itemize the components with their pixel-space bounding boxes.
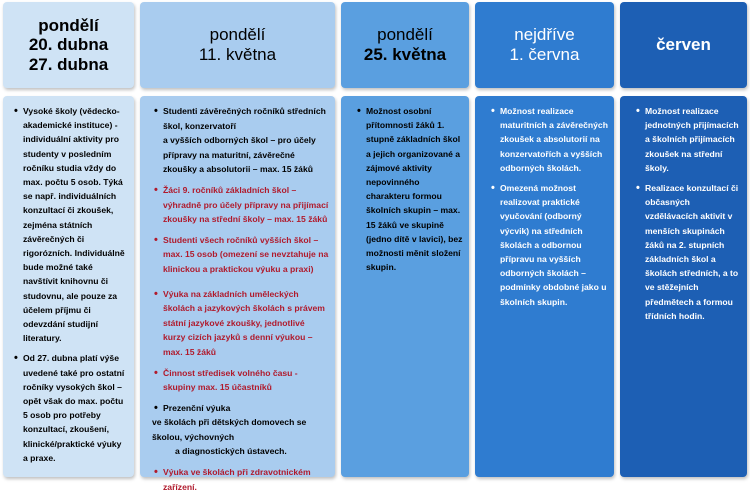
column-2-date: 11. května (198, 45, 277, 64)
column-3-date: 25. května (363, 45, 447, 64)
column-2-header (140, 2, 335, 88)
column-2-item-cont: ve školách při dětských domovech se školou, výchovných (152, 417, 307, 442)
column-2-item-text: Prezenční výuka (163, 402, 231, 413)
column-5-item: • Možnost realizace jednotných přijímacích a školních přijímacích zkoušek na střední školy. (645, 104, 743, 175)
column-1-date-1: 20. dubna (28, 35, 109, 55)
column-2-item: • Výuka na základních uměleckých školách a jazykových školách s právem státní jazykové zkoušky, jednotlivé kurzy cizích jazyků s denní výukou – max. 15 žáků (163, 287, 329, 360)
column-1-item: • Vysoké školy (vědecko-akademické instituce) - individuální aktivity pro studenty v posledním ročníku studia vždy do max. počtu 5 osob. Týká se např. individuálních konzultací či zkoušek, zejména státních závěrečných či rigorózních. Individuálně bude možné také navštívit knihovnu či studovnu, ale pouze za účelem příjmu či odevzdání studijní literatury. (23, 104, 128, 345)
column-1-body (3, 96, 134, 477)
column-2-item (152, 401, 329, 459)
column-4-item: • Možnost realizace maturitních a závěrečných zkoušek a absolutorií na konzervatořích a vyšších odborných školách. (500, 104, 609, 175)
column-2-item (163, 104, 329, 177)
column-5-item: • Realizace konzultací či občasných vzdělávacích aktivit v menších skupinách žáků na 2. stupních základních škol a školách středních, a to ve stěžejních předmětech a formou třídních hodin. (645, 181, 743, 323)
column-4-date: 1. června (509, 45, 580, 64)
column-1-day: pondělí (38, 15, 99, 35)
column-3-item: • Možnost osobní přítomnosti žáků 1. stupně základních škol a jejich organizované a zájmové aktivity nepovinného charakteru formou školních skupin – max. 15 žáků ve skupině (jedno dítě v lavici), bez možnosti měnit složení skupin. (366, 104, 464, 274)
column-3-body (341, 96, 469, 477)
column-2-body (140, 96, 335, 492)
column-5-header (620, 2, 747, 88)
column-3-header (341, 2, 469, 88)
column-2-item-cont: a vyšších odborných škol – pro účely přípravy na maturitní, závěrečné zkoušky a absolutorii – max. 15 žáků (163, 135, 316, 175)
column-2-list (152, 104, 329, 494)
column-4-list (489, 104, 609, 309)
column-1-date-2: 27. dubna (28, 54, 109, 74)
column-5-list (634, 104, 743, 323)
column-1-header (3, 2, 134, 88)
column-2-item-text: Studenti závěrečných ročníků středních škol, konzervatoří (163, 106, 326, 131)
column-2-item: • Výuka ve školách při zdravotnickém zařízení. (163, 465, 329, 494)
column-5-body (620, 96, 747, 477)
column-2-item-cont: a diagnostických ústavech. (175, 446, 287, 457)
column-2-day: pondělí (209, 25, 266, 45)
column-4-body (475, 96, 614, 477)
column-2-item: • Žáci 9. ročníků základních škol – výhradně pro účely přípravy na přijímací zkoušky na střední školy – max. 15 žáků (163, 183, 329, 227)
column-2-item: • Činnost středisek volného času - skupiny max. 15 účastníků (163, 366, 329, 395)
column-3-list (355, 104, 464, 274)
column-4-item: • Omezená možnost realizovat praktické vyučování (odborný výcvik) na středních školách a odbornou přípravu na vyšších odborných školách – podmínky obdobné jako u školních skupin. (500, 181, 609, 309)
column-4-header (475, 2, 614, 88)
column-4-label: nejdříve (514, 25, 575, 45)
column-2-item: • Studenti všech ročníků vyšších škol – max. 15 osob (omezení se nevztahuje na klinickou a praktickou výuku a praxi) (163, 233, 329, 277)
column-5-month: červen (656, 35, 711, 55)
column-3-day: pondělí (377, 25, 433, 45)
column-1-item: • Od 27. dubna platí výše uvedené také pro ostatní ročníky vysokých škol – opět však do max. počtu 5 osob pro potřeby konzultací, zkoušení, klinické/praktické výuky a praxe. (23, 351, 128, 465)
column-1-list (12, 104, 128, 465)
